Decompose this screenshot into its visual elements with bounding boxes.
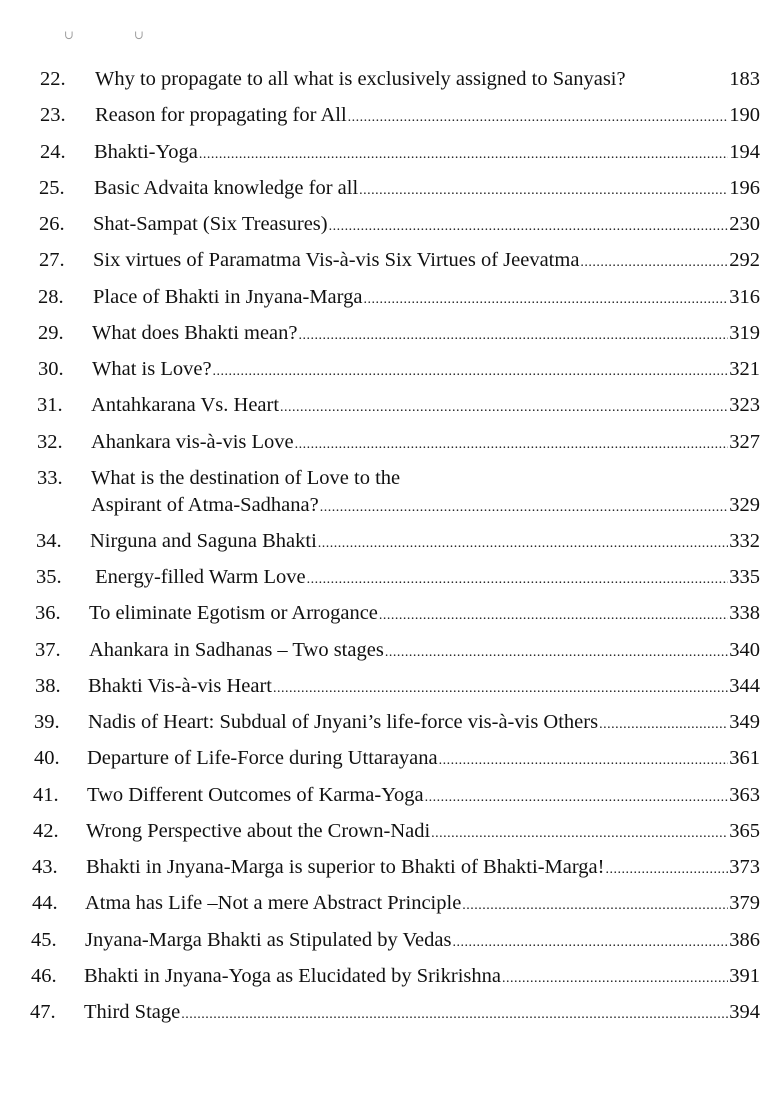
entry-number: 30. [38, 358, 64, 380]
entry-page-number: 327 [729, 431, 760, 453]
entry-page-number: 319 [729, 322, 760, 344]
dot-leader [307, 567, 729, 593]
entry-title: Basic Advaita knowledge for all [94, 177, 359, 199]
entry-page-number: 321 [729, 358, 760, 380]
entry-page-number: 373 [729, 856, 760, 878]
entry-page-number: 379 [729, 892, 760, 914]
entry-page-number: 340 [729, 639, 760, 661]
entry-title: Departure of Life-Force during Uttarayana [87, 747, 438, 769]
dot-leader [379, 603, 728, 629]
entry-page-number: 230 [729, 213, 760, 235]
entry-page-number: 323 [729, 394, 760, 416]
dot-leader [295, 432, 729, 458]
entry-number: 28. [38, 286, 64, 308]
entry-title: Why to propagate to all what is exclusively assigned to Sanyasi? [95, 68, 626, 90]
entry-number: 39. [34, 711, 60, 733]
entry-page-number: 394 [729, 1001, 760, 1023]
toc-entry[interactable] [0, 854, 780, 880]
toc-entry[interactable] [0, 247, 780, 273]
entry-page-number: 183 [729, 68, 760, 90]
dot-leader [502, 966, 728, 992]
toc-entry[interactable] [0, 782, 780, 808]
dot-leader [213, 359, 729, 385]
entry-page-number: 365 [729, 820, 760, 842]
entry-number: 22. [40, 68, 66, 90]
dot-leader [273, 676, 728, 702]
entry-page-number: 338 [729, 602, 760, 624]
dot-leader [605, 857, 728, 883]
entry-title: Antahkarana Vs. Heart [91, 394, 280, 416]
entry-number: 29. [38, 322, 64, 344]
entry-title: Nirguna and Saguna Bhakti [90, 530, 317, 552]
dot-leader [329, 214, 729, 240]
entry-title: Jnyana-Marga Bhakti as Stipulated by Vedas [85, 929, 452, 951]
dot-leader [318, 531, 728, 557]
scan-mark: ∪ [64, 28, 75, 42]
entry-title: Ahankara in Sadhanas – Two stages [89, 639, 384, 661]
entry-title: Bhakti in Jnyana-Marga is superior to Bhakti of Bhakti-Marga! [86, 856, 605, 878]
toc-entry[interactable] [0, 429, 780, 455]
dot-leader [181, 1002, 728, 1028]
entry-number: 26. [39, 213, 65, 235]
entry-title: Shat-Sampat (Six Treasures) [93, 213, 328, 235]
entry-number: 37. [35, 639, 61, 661]
entry-title: Wrong Perspective about the Crown-Nadi [86, 820, 431, 842]
entry-title: To eliminate Egotism or Arrogance [89, 602, 378, 624]
entry-page-number: 335 [729, 566, 760, 588]
entry-page-number: 349 [729, 711, 760, 733]
entry-number: 36. [35, 602, 61, 624]
entry-number: 43. [32, 856, 58, 878]
entry-page-number: 361 [729, 747, 760, 769]
dot-leader [280, 395, 728, 421]
entry-page-number: 292 [729, 249, 760, 271]
toc-entry[interactable] [0, 564, 780, 590]
entry-number: 33. [37, 467, 63, 489]
entry-number: 25. [39, 177, 65, 199]
toc-entry[interactable] [0, 175, 780, 201]
entry-title: Bhakti Vis-à-vis Heart [88, 675, 272, 697]
dot-leader [385, 640, 728, 666]
dot-leader [431, 821, 728, 847]
toc-entry[interactable] [0, 528, 780, 554]
dot-leader [359, 178, 728, 204]
dot-leader [320, 495, 729, 521]
entry-title: What does Bhakti mean? [92, 322, 298, 344]
entry-title: Six virtues of Paramatma Vis-à-vis Six Virtues of Jeevatma [93, 249, 580, 271]
entry-page-number: 316 [729, 286, 760, 308]
dot-leader [425, 785, 729, 811]
entry-number: 44. [32, 892, 58, 914]
dot-leader [599, 712, 728, 738]
entry-title: Third Stage [84, 1001, 181, 1023]
entry-number: 41. [33, 784, 59, 806]
toc-entry[interactable] [0, 600, 780, 626]
toc-entry[interactable] [0, 211, 780, 237]
entry-title: Bhakti in Jnyana-Yoga as Elucidated by Srikrishna [84, 965, 501, 987]
entry-number: 23. [40, 104, 66, 126]
entry-page-number: 196 [729, 177, 760, 199]
scan-mark: ∪ [134, 28, 145, 42]
entry-title: Two Different Outcomes of Karma-Yoga [87, 784, 424, 806]
entry-page-number: 194 [729, 141, 760, 163]
dot-leader [462, 893, 728, 919]
toc-entry[interactable] [0, 745, 780, 771]
toc-entry[interactable] [0, 890, 780, 916]
toc-entry[interactable] [0, 637, 780, 663]
entry-number: 24. [40, 141, 66, 163]
toc-entry[interactable] [0, 66, 780, 92]
dot-leader [439, 748, 729, 774]
entry-title: Place of Bhakti in Jnyana-Marga [93, 286, 363, 308]
entry-page-number: 329 [729, 494, 760, 516]
entry-title: What is Love? [92, 358, 212, 380]
toc-entry[interactable] [0, 284, 780, 310]
entry-number: 46. [31, 965, 57, 987]
toc-entry[interactable] [0, 392, 780, 418]
dot-leader [580, 250, 728, 276]
entry-title: Bhakti-Yoga [94, 141, 198, 163]
entry-number: 35. [36, 566, 62, 588]
entry-number: 34. [36, 530, 62, 552]
entry-number: 40. [34, 747, 60, 769]
entry-page-number: 391 [729, 965, 760, 987]
entry-number: 45. [31, 929, 57, 951]
entry-title: What is the destination of Love to the [91, 467, 401, 489]
toc-entry[interactable] [0, 818, 780, 844]
entry-page-number: 363 [729, 784, 760, 806]
dot-leader [299, 323, 729, 349]
toc-entry[interactable] [0, 356, 780, 382]
toc-entry[interactable] [0, 102, 780, 128]
entry-number: 42. [33, 820, 59, 842]
toc-entry[interactable] [0, 465, 780, 517]
entry-number: 31. [37, 394, 63, 416]
dot-leader [452, 930, 728, 956]
toc-entry[interactable] [0, 999, 780, 1025]
entry-title: Ahankara vis-à-vis Love [91, 431, 294, 453]
dot-leader [348, 105, 729, 131]
entry-page-number: 386 [729, 929, 760, 951]
entry-title: Reason for propagating for All [95, 104, 347, 126]
toc-entry[interactable] [0, 709, 780, 735]
dot-leader [199, 142, 728, 168]
entry-title: Nadis of Heart: Subdual of Jnyani’s life-force vis-à-vis Others [88, 711, 599, 733]
entry-page-number: 332 [729, 530, 760, 552]
toc-entry[interactable] [0, 320, 780, 346]
entry-number: 32. [37, 431, 63, 453]
dot-leader [363, 287, 728, 313]
toc-entry[interactable] [0, 673, 780, 699]
entry-page-number: 190 [729, 104, 760, 126]
entry-number: 38. [35, 675, 61, 697]
entry-number: 47. [30, 1001, 56, 1023]
toc-entry[interactable] [0, 927, 780, 953]
entry-title: Aspirant of Atma-Sadhana? [91, 494, 319, 516]
entry-page-number: 344 [729, 675, 760, 697]
entry-number: 27. [39, 249, 65, 271]
entry-title: Atma has Life –Not a mere Abstract Principle [85, 892, 462, 914]
entry-title: Energy-filled Warm Love [90, 566, 306, 588]
toc-entry[interactable] [0, 963, 780, 989]
toc-entry[interactable] [0, 139, 780, 165]
